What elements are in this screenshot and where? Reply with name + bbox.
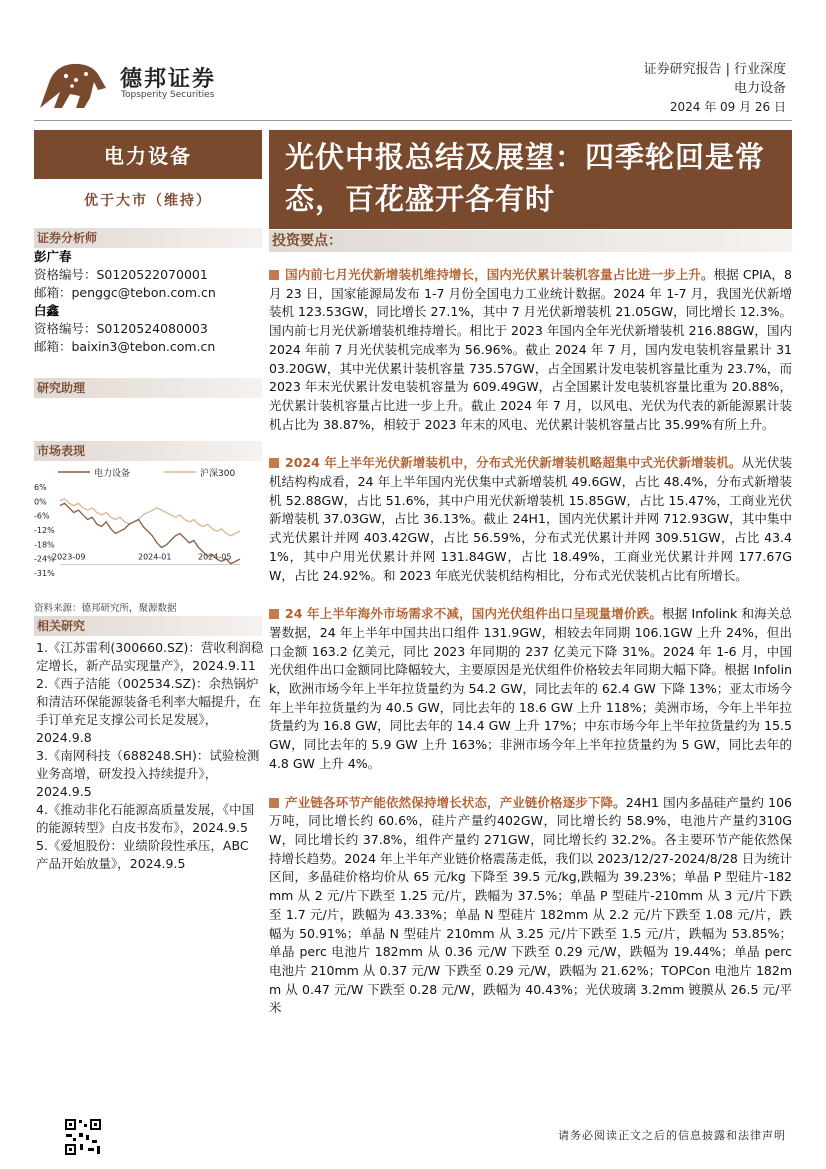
bullet-icon [269, 609, 279, 619]
logo-subtext: Topsperity Securities [121, 90, 215, 100]
point-paragraph [269, 605, 792, 773]
analyst-name: 白鑫 [34, 303, 60, 318]
bullet-icon [269, 458, 279, 468]
related-item[interactable]: 2.《西子洁能（002534.SZ)：余热锅炉和清洁环保能源装备毛利率大幅提升，在手订单充足支撑公司长足发展》，2024.9.8 [36, 676, 262, 745]
bullet-icon [269, 798, 279, 808]
investment-points [269, 266, 792, 1038]
footer-disclaimer: 请务必阅读正文之后的信息披露和法律声明 [558, 1129, 786, 1142]
related-item[interactable]: 1.《江苏雷利(300660.SZ)：营收利润稳定增长，新产品实现量产》，2024.9.11 [36, 640, 264, 673]
y-tick-label: 6% [34, 483, 47, 492]
header-divider [34, 120, 792, 121]
assistant-section-header: 研究助理 [34, 378, 262, 398]
report-type: 证券研究报告 [643, 62, 722, 77]
point-lead: 国内前七月光伏新增装机维持增长，国内光伏累计装机容量占比进一步上升。 [285, 267, 714, 282]
analyst-cert: 资格编号：S0120522070001 [34, 267, 208, 282]
point-paragraph [269, 794, 792, 1018]
report-category: 行业深度 [733, 62, 786, 77]
rating: 优于大市（维持） [84, 193, 212, 209]
industry-label: 电力设备 [34, 130, 262, 179]
x-tick-label: 2024-05 [198, 552, 232, 562]
y-tick-label: -18% [34, 540, 55, 550]
report-meta: 证券研究报告 | 行业深度 电力设备 2024 年 09 月 26 日 [644, 60, 786, 117]
legend-label: 电力设备 [94, 469, 131, 479]
logo-icon [36, 58, 110, 112]
analyst-list [34, 248, 262, 356]
point-paragraph [269, 266, 792, 434]
report-industry: 电力设备 [733, 81, 786, 96]
related-section-header: 相关研究 [34, 616, 262, 636]
chart-legend [58, 467, 235, 479]
series-line [60, 499, 240, 536]
point-text: 从光伏装机结构构成看，24 年上半年国内光伏集中式新增装机 49.6GW，占比 48.4%，分布式新增装机 52.88GW，占比 51.6%，其中户用光伏新增装机 15.85GW，占比 15.47%，工商业光伏新增装机 37.03GW，占比 36.13%。截止 24H1，国内光伏累计并网 712.93GW，其中集中式光伏累计并网 403.42GW，占比 56.59%，分布式光伏累计并网 309.51GW，占比 43.41%，其中户用光伏累计并网 131.84GW，占比 18.49%，工商业光伏累计并网 177.67GW，占比 24.92%。和 2023 年底光伏装机结构相比，分布式光伏装机占比有所增长。 [269, 455, 792, 583]
x-tick-label: 2024-01 [138, 552, 172, 562]
analyst-name: 彭广春 [34, 249, 72, 264]
y-tick-label: -31% [34, 569, 55, 578]
report-date: 2024 年 09 月 26 日 [669, 100, 786, 114]
related-research-list [36, 639, 264, 873]
point-text: 根据 Infolink 和海关总署数据，24 年上半年中国共出口组件 131.9GW，相较去年同期 106.1GW 上升 24%，但出口金额 163.2 亿美元，同比 2023 年同期的 237 亿美元下降 31%。2024 年 1-6 月，中国光伏组件出口金额同比降幅较大，主要原因是光伏组件价格较去年同期大幅下降。根据 Infolink，欧洲市场今年上半年拉货量约为 54.2 GW，同比去年的 62.4 GW 下降 13%；亚太市场今年上半年拉货量约为 40.5 GW，同比去年的 18.6 GW 上升 118%；美洲市场，今年上半年拉货量约为 16.8 GW，同比去年的 14.4 GW 上升 17%；中东市场今年上半年拉货量约为 15.5 GW，同比去年的 5.9 GW 上升 163%；非洲市场今年上半年拉货量约为 5 GW，同比去年的 4.8 GW 上升 4%。 [269, 606, 793, 771]
investment-points-header: 投资要点： [269, 230, 792, 252]
bullet-icon [269, 270, 279, 280]
analyst-email[interactable]: 邮箱：penggc@tebon.com.cn [34, 285, 216, 300]
market-performance-chart [34, 465, 262, 585]
point-lead: 产业链各环节产能依然保持增长状态，产业链价格逐步下降。 [285, 794, 626, 810]
report-title: 光伏中报总结及展望：四季轮回是常态，百花盛开各有时 [269, 130, 792, 229]
qr-code-icon [64, 1118, 102, 1156]
point-text: 24H1 国内多晶硅产量约 106 万吨，同比增长约 60.6%，硅片产量约402GW，同比增长约 58.9%，电池片产量约310GW，同比增长约 37.8%，组件产量约 271GW，同比增长约 32.2%。各主要环节产能依然保持增长趋势。2024 年上半年产业链价格震荡走低，我们以 2023/12/27-2024/8/28 日为统计区间，多晶硅价格均价从 65 元/kg 下降至 39.5 元/kg,跌幅为 39.23%；单晶 P 型硅片-182mm 从 2 元/片下跌至 1.25 元/片，跌幅为 37.5%；单晶 P 型硅片-210mm 从 3 元/片下跌至 1.7 元/片，跌幅为 43.33%；单晶 N 型硅片 182mm 从 2.2 元/片下跌至 1.08 元/片，跌幅为 50.91%；单晶 N 型硅片 210mm 从 3.25 元/片下跌至 1.5 元/片，跌幅为 53.85%；单晶 perc 电池片 182mm 从 0.36 元/W 下跌至 0.29 元/W，跌幅为 19.44%；单晶 perc 电池片 210mm 从 0.37 元/W 下跌至 0.29 元/W，跌幅为 21.62%；TOPCon 电池片 182mm 从 0.47 元/W 下跌至 0.28 元/W，跌幅为 40.43%；光伏玻璃 3.2mm 镀膜从 26.5 元/平米 [269, 794, 792, 1016]
analyst-cert: 资格编号：S0120524080003 [34, 321, 208, 336]
related-item[interactable]: 5.《爱旭股份：业绩阶段性承压，ABC 产品开始放量》，2024.9.5 [36, 838, 249, 871]
point-lead: 24 年上半年海外市场需求不减，国内光伏组件出口呈现量增价跌。 [285, 606, 663, 622]
related-item[interactable]: 3.《南网科技（688248.SH)：试验检测业务高增，研发投入持续提升》，2024.9.5 [36, 748, 260, 799]
market-section-header: 市场表现 [34, 441, 262, 461]
point-lead: 2024 年上半年光伏新增装机中，分布式光伏新增装机略超集中式光伏新增装机。 [285, 455, 742, 471]
y-tick-label: -12% [34, 526, 55, 535]
logo-text: 德邦证券 [120, 67, 217, 92]
chart-source: 资料来源：德邦研究所，聚源数据 [34, 603, 177, 614]
point-paragraph [269, 454, 792, 585]
y-tick-label: -6% [34, 511, 50, 521]
analyst-email[interactable]: 邮箱：baixin3@tebon.com.cn [34, 339, 216, 354]
y-tick-label: -24% [34, 554, 55, 564]
legend-label: 沪深300 [200, 469, 236, 479]
x-tick-label: 2023-09 [52, 552, 86, 562]
analyst-section-header: 证券分析师 [34, 228, 262, 248]
point-text: 根据 CPIA，8 月 23 日，国家能源局发布 1-7 月份全国电力工业统计数据。2024 年 1-7 月，我国光伏新增装机 123.53GW，同比增长 27.1%，其中 7 月光伏新增装机 21.05GW，同比增长 12.3%。国内前七月光伏新增装机维持增长。相比于 2023 年国内全年光伏新增装机 216.88GW，国内 2024 年前 7 月光伏装机完成率为 56.96%。截止 2024 年 7 月，国内发电装机容量累计 3103.20GW，其中光伏累计装机容量 735.57GW，占全国累计发电装机容量比重为 23.7%，而 2023 年末光伏累计发电装机容量为 609.49GW，占全国累计发电装机容量比重为 20.88%，光伏累计装机容量占比进一步上升。截止 2024 年 7 月，以风电、光伏为代表的新能源累计装机占比为 38.87%，相较于 2023 年末的风电、光伏累计装机容量占比 35.99%有所上升。 [269, 267, 792, 432]
related-item[interactable]: 4.《推动非化石能源高质量发展，《中国的能源转型》白皮书发布》，2024.9.5 [36, 802, 255, 835]
y-tick-label: 0% [34, 497, 47, 507]
